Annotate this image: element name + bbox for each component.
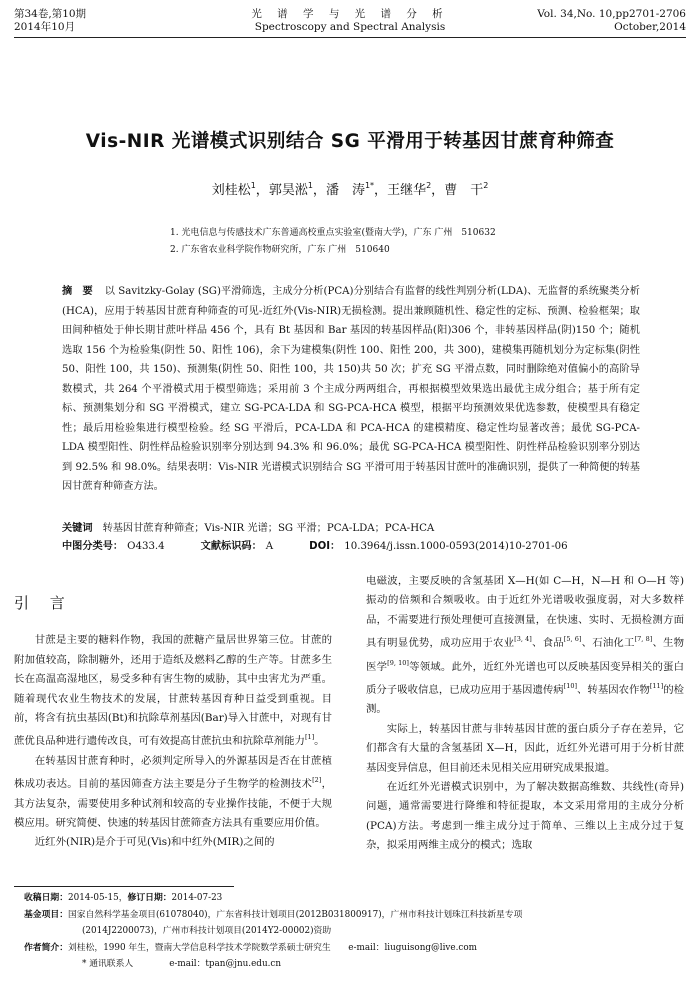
- paragraph-text: 、食品: [531, 637, 564, 650]
- body-paragraph: 甘蔗是主要的糖料作物，我国的蔗糖产量居世界第三位。甘蔗的附加值较高，除制糖外，还用于造纸及燃料乙醇的生产等。甘蔗多生长在高温高湿地区，易受多种有害生物的威胁，其中虫害尤为严重。随着现代农业生物技术的发展，甘蔗转基因育种日益受到重视。目前，将含有抗虫基因(Bt)和抗除草剂基因(Bar)导入甘蔗中，对现有甘蔗优良品种进行遗传改良，可有效提高甘蔗抗虫和抗除草剂能力[1]。: [14, 634, 332, 748]
- footnote-fund: [24, 907, 684, 924]
- author-name: 刘桂松: [211, 183, 251, 198]
- author-affil-mark: 1: [307, 181, 313, 190]
- keywords-label: 关键词: [62, 523, 93, 534]
- header-rule: [14, 37, 686, 38]
- footnote-dates: 收稿日期：2014-05-15，修订日期：2014-07-23: [24, 893, 223, 903]
- footnote-author: [24, 940, 684, 957]
- body-paragraph: [14, 833, 332, 852]
- author-bio-text: 刘桂松，1990 年生，暨南大学信息科学技术学院数学系硕士研究生 e-mail：liuguisong@live.com: [68, 942, 477, 953]
- keywords: [62, 520, 640, 538]
- journal-name-en: Spectroscopy and Spectral Analysis: [254, 21, 446, 33]
- citation: [7, 8]: [634, 635, 653, 644]
- paragraph-text: 电磁波，主要反映的含氢基团 X—H(如 C—H，N—H 和 O—H 等)振动的倍频和合频吸收。由于近红外光谱吸收强度弱，对大多数样品，不需要进行预处理便可直接测量，在快速、实时、无损检测方面具有明显优势，成功应用于农业: [366, 575, 684, 650]
- affiliations: [170, 225, 496, 259]
- clc-value: O433.4: [127, 541, 165, 552]
- affiliation-line: 1. 光电信息与传感技术广东普通高校重点实验室(暨南大学)，广东 广州 510632: [170, 228, 496, 238]
- header-vol-en: Vol. 34,No. 10,pp2701-2706: [537, 8, 686, 20]
- clc-label: 中图分类号：: [62, 541, 124, 552]
- affiliation-line: 2. 广东省农业科学院作物研究所，广东 广州 510640: [170, 245, 390, 255]
- doc-code-value: A: [265, 541, 274, 552]
- body-paragraph: 在近红外光谱模式识别中，为了解决数据高维数、共线性(奇异)问题，通常需要进行降维和特征提取，本文采用常用的主成分分析(PCA)方法。考虑到一维主成分过于简单、三维以上主成分过于复杂，拟采用两维主成分的模式；选取: [366, 781, 684, 852]
- corresponding-email: e-mail：tpan@jnu.edu.cn: [169, 959, 281, 969]
- author-list: 刘桂松$^1$，郭昊淞$^1$，潘 涛$^{1*}$，王继华$^2$，曹 干$^2$: [211, 181, 489, 198]
- author-name: 郭昊淞: [268, 183, 308, 198]
- paragraph-text: 近红外(NIR)是介于可见(Vis)和中红外(MIR)之间的: [34, 836, 275, 849]
- paragraph-text: 甘蔗是主要的糖料作物，我国的蔗糖产量居世界第三位。甘蔗的附加值较高，除制糖外，还用于造纸及燃料乙醇的生产等。甘蔗多生长在高温高湿地区，易受多种有害生物的威胁，其中虫害尤为严重。随着现代农业生物技术的发展，甘蔗转基因育种日益受到重视。目前，将含有抗虫基因(Bt)和抗除草剂基因(Bar)导入甘蔗中，对现有甘蔗优良品种进行遗传改良，可有效提高甘蔗抗虫和抗除草剂能力: [14, 634, 332, 748]
- running-header: [0, 0, 700, 62]
- author-affil-mark: 1*: [364, 181, 375, 190]
- header-date-cn: 2014年10月: [14, 21, 76, 33]
- footnote-corresponding: [24, 956, 684, 973]
- revised-label: 修订日期：: [127, 893, 172, 903]
- section-title: 引 言: [14, 594, 73, 612]
- classification-line: [62, 538, 568, 556]
- citation: [2]: [312, 776, 322, 785]
- author-affil-mark: 2: [426, 181, 432, 190]
- citation: [9, 10]: [387, 658, 409, 667]
- author-bio-label: 作者简介：: [24, 942, 68, 953]
- abstract: [62, 282, 640, 497]
- citation: [11]: [649, 682, 664, 691]
- paragraph-text: 、转基因农作物: [577, 684, 650, 697]
- body-paragraph: [14, 752, 332, 834]
- received-label: 收稿日期：: [24, 893, 68, 903]
- body-column-right: [366, 572, 684, 856]
- received-date: 2014-05-15: [68, 893, 119, 903]
- header-vol-cn: 第34卷,第10期: [14, 8, 87, 20]
- footnote-fund-cont: (2014J2200073)，广州市科技计划项目(2014Y2-00002)资助: [82, 926, 332, 936]
- paragraph-text: 的检测。: [366, 684, 685, 716]
- paper-title: Vis-NIR 光谱模式识别结合 SG 平滑用于转基因甘蔗育种筛查: [85, 131, 615, 152]
- paragraph-text: 、石油化工: [581, 637, 635, 650]
- author-affil-mark: 1: [250, 181, 256, 190]
- paragraph-text: ，其方法复杂，需要使用多种试剂和较高的专业操作技能，不便于大规模应用。研究简便、快速的转基因甘蔗筛查方法具有重要应用价值。: [14, 778, 333, 830]
- citation: [1]: [304, 733, 315, 742]
- footnote-rule: [14, 886, 234, 887]
- abstract-label: 摘 要: [62, 286, 93, 297]
- journal-name-cn: 光 谱 学 与 光 谱 分 析: [251, 8, 449, 20]
- header-volume-en: [537, 8, 686, 34]
- author-name: 曹 干: [444, 183, 484, 198]
- author-name: 潘 涛: [325, 183, 365, 198]
- author-affil-mark: 2: [483, 181, 489, 190]
- doc-code-label: 文献标识码：: [200, 541, 262, 552]
- body-paragraph: [366, 572, 684, 720]
- revised-date: 2014-07-23: [171, 893, 223, 903]
- header-date-en: October,2014: [614, 21, 686, 33]
- fund-label: 基金项目：: [24, 909, 68, 920]
- fund-text: 国家自然科学基金项目(61078040)，广东省科技计划项目(2012B031800917)，广州市科技计划珠江科技新星专项: [68, 909, 523, 920]
- paragraph-text: 等领域。此外，近红外光谱也可以反映基因变异相关的蛋白质分子吸收信息，已成功应用于基因遗传病: [366, 660, 684, 697]
- body-column-left: [14, 572, 332, 853]
- paragraph-text: 在转基因甘蔗育种时，必须判定所导入的外源基因是否在甘蔗植株成功表达。目前的基因筛查方法主要是分子生物学的检测技术: [14, 754, 332, 791]
- abstract-text: 以 Savitzky-Golay (SG)平滑筛选，主成分分析(PCA)分别结合有监督的线性判别分析(LDA)、无监督的系统聚类分析(HCA)，应用于转基因甘蔗育种筛查的可见-近红外(Vis-NIR)无损检测。提出兼顾随机性、稳定性的定标、预测、检验框架；取田间种植处于伸长期甘蔗叶样品 456 个，具有 Bt 基因和 Bar 基因的转基因样品(阳)306 个，非转基因样品(阴)150 个；随机选取 156 个为检验集(阴性 50、阳性 106)，余下为建模集(阴性 100、阳性 200，共 300)，建模集再随机划分为定标集(阴性 50、阳性 100，共 150)、预测集(阴性 50、阳性 100，共 150)共 50 次；扩充 SG 平滑点数，同时删除绝对值偏小的高阶导数模式，共 264 个平滑模式用于模型筛选；采用前 3 个主成分两两组合，再根据模型效果选出最优主成分组合；基于所有定标、预测集划分和 SG 平滑模式，建立 SG-PCA-LDA 和 SG-PCA-HCA 模型，根据平均预测效果优选参数，使模型具有稳定性；最后用检验集进行模型检验。经 SG 平滑后，PCA-LDA 和 PCA-HCA 的建模精度、稳定性均显著改善；最优 SG-PCA-LDA 模型阳性、阴性样品检验识别率分别达到 94.3% 和 96.0%；最优 SG-PCA-HCA 模型阳性、阴性样品检验识别率分别达到 92.5% 和 98.0%。结果表明：Vis-NIR 光谱模式识别结合 SG 平滑可用于转基因甘蔗叶的准确识别，提供了一种简便的转基因甘蔗育种筛查方法。: [62, 286, 640, 492]
- doi-value: 10.3964/j.issn.1000-0593(2014)10-2701-06: [344, 541, 568, 552]
- citation: [3, 4]: [514, 635, 532, 644]
- author-name: 王继华: [387, 183, 427, 198]
- keywords-text: 转基因甘蔗育种筛查；Vis-NIR 光谱；SG 平滑；PCA-LDA；PCA-HCA: [102, 523, 435, 534]
- body-paragraph: 实际上，转基因甘蔗与非转基因甘蔗的蛋白质分子存在差异，它们都含有大量的含氢基团 X—H，因此，近红外光谱可用于分析甘蔗基因变异信息，但目前还未见相关应用研究成果报道。: [366, 722, 684, 774]
- citation: [10]: [563, 682, 578, 691]
- doi-label: DOI：: [309, 541, 341, 552]
- citation: [5, 6]: [563, 635, 582, 644]
- paragraph-text: 、生物医学: [366, 637, 684, 673]
- footnotes: [24, 890, 684, 973]
- corresponding-label: * 通讯联系人: [82, 959, 134, 969]
